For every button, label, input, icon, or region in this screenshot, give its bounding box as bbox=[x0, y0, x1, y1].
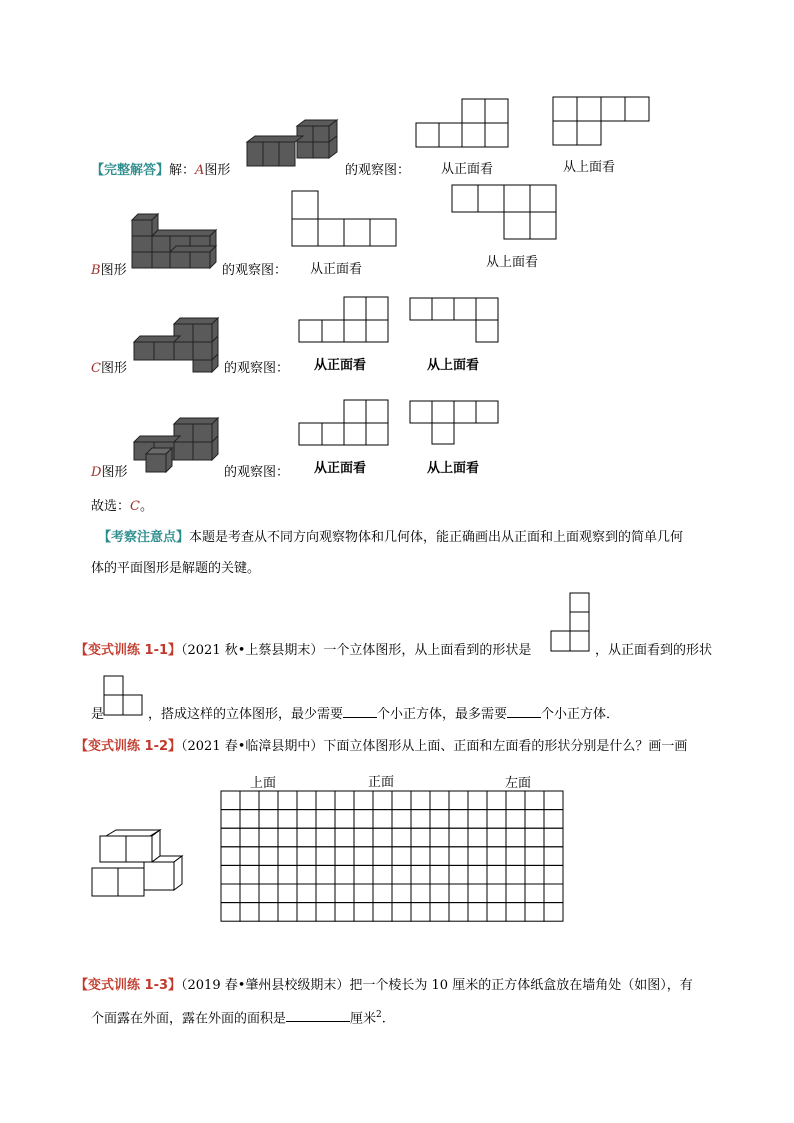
note-line-1 bbox=[98, 531, 683, 544]
grid-cell[interactable] bbox=[335, 865, 354, 884]
grid-cell[interactable] bbox=[259, 828, 278, 847]
answer-intro: 解： bbox=[169, 163, 196, 178]
grid-cell[interactable] bbox=[392, 810, 411, 829]
grid-cell[interactable] bbox=[487, 791, 506, 810]
grid-cell[interactable] bbox=[221, 903, 240, 922]
choice-prefix: 故选： bbox=[91, 499, 131, 514]
grid-cell[interactable] bbox=[354, 828, 373, 847]
figure-d-front-view bbox=[298, 399, 390, 447]
grid-cell[interactable] bbox=[221, 810, 240, 829]
grid-cell[interactable] bbox=[335, 810, 354, 829]
grid-cell[interactable] bbox=[487, 903, 506, 922]
grid-cell[interactable] bbox=[297, 810, 316, 829]
grid-cell[interactable] bbox=[297, 884, 316, 903]
grid-cell[interactable] bbox=[373, 791, 392, 810]
grid-cell[interactable] bbox=[335, 903, 354, 922]
grid-cell[interactable] bbox=[373, 810, 392, 829]
figure-c-front-view bbox=[298, 296, 390, 344]
ex2-drawing-grid[interactable] bbox=[220, 790, 566, 922]
grid-cell[interactable] bbox=[316, 828, 335, 847]
ex1-text-b: ，从正面看到的形状 bbox=[595, 643, 713, 658]
grid-cell[interactable] bbox=[449, 847, 468, 866]
ex1-line-1 bbox=[75, 644, 531, 657]
grid-cell[interactable] bbox=[525, 810, 544, 829]
grid-cell[interactable] bbox=[316, 810, 335, 829]
figure-b-solid bbox=[128, 212, 220, 270]
grid-cell[interactable] bbox=[430, 903, 449, 922]
choice-value: C bbox=[130, 499, 140, 514]
figure-a-solid bbox=[245, 118, 340, 170]
grid-cell[interactable] bbox=[468, 791, 487, 810]
grid-cell[interactable] bbox=[506, 884, 525, 903]
figure-d-name: D bbox=[91, 465, 102, 480]
grid-cell[interactable] bbox=[430, 810, 449, 829]
answer-heading-line bbox=[91, 164, 230, 177]
figure-d-top-label: 从上面看 bbox=[427, 461, 480, 476]
ex1-source: （2021 秋•上蔡县期末） bbox=[181, 643, 324, 658]
figure-a-front-label: 从正面看 bbox=[441, 162, 494, 177]
grid-cell[interactable] bbox=[240, 903, 259, 922]
figure-d-caption: 的观察图： bbox=[224, 465, 290, 480]
grid-cell[interactable] bbox=[354, 810, 373, 829]
grid-cell[interactable] bbox=[297, 903, 316, 922]
grid-cell[interactable] bbox=[278, 810, 297, 829]
figure-a-caption: 的观察图： bbox=[345, 163, 411, 178]
grid-cell[interactable] bbox=[240, 847, 259, 866]
figure-c-top-view bbox=[409, 297, 499, 345]
figure-b-caption: 的观察图： bbox=[222, 263, 288, 278]
grid-cell[interactable] bbox=[240, 865, 259, 884]
grid-cell[interactable] bbox=[278, 903, 297, 922]
grid-cell[interactable] bbox=[544, 828, 563, 847]
grid-cell[interactable] bbox=[449, 884, 468, 903]
grid-cell[interactable] bbox=[240, 828, 259, 847]
figure-b-name: B bbox=[91, 263, 101, 278]
grid-cell[interactable] bbox=[278, 828, 297, 847]
grid-cell[interactable] bbox=[335, 847, 354, 866]
ex1-text-d: ，搭成这样的立体图形，最少需要 bbox=[148, 707, 344, 722]
ex2-cube-solid bbox=[90, 828, 186, 900]
grid-cell[interactable] bbox=[335, 791, 354, 810]
grid-cell[interactable] bbox=[240, 884, 259, 903]
figure-c-name: C bbox=[91, 361, 101, 376]
choice-suffix: 。 bbox=[139, 499, 153, 514]
grid-cell[interactable] bbox=[373, 865, 392, 884]
grid-cell[interactable] bbox=[373, 847, 392, 866]
note-text-1: 本题是考查从不同方向观察物体和几何体，能正确画出从正面和上面观察到的简单几何 bbox=[189, 530, 684, 545]
ex2-source: （2021 春•临漳县期中） bbox=[181, 739, 324, 754]
grid-cell[interactable] bbox=[468, 847, 487, 866]
figure-a-name: A bbox=[195, 163, 205, 178]
ex1-text-a: 一个立体图形，从上面看到的形状是 bbox=[323, 643, 532, 658]
grid-cell[interactable] bbox=[392, 865, 411, 884]
ex3-line-2 bbox=[91, 1011, 386, 1025]
figure-a-front-view bbox=[415, 98, 510, 148]
grid-label-left: 左面 bbox=[505, 776, 532, 791]
grid-cell[interactable] bbox=[506, 828, 525, 847]
grid-cell[interactable] bbox=[468, 903, 487, 922]
grid-cell[interactable] bbox=[392, 884, 411, 903]
grid-cell[interactable] bbox=[525, 884, 544, 903]
grid-cell[interactable] bbox=[411, 810, 430, 829]
ex3-unit-sup: 2 bbox=[376, 1010, 382, 1020]
ex3-end: . bbox=[381, 1011, 386, 1027]
grid-cell[interactable] bbox=[544, 903, 563, 922]
figure-c-caption: 的观察图： bbox=[224, 361, 290, 376]
ex3-unit: 厘米 bbox=[350, 1011, 377, 1027]
grid-cell[interactable] bbox=[525, 791, 544, 810]
note-text-2: 体的平面图形是解题的关键。 bbox=[91, 561, 261, 576]
grid-cell[interactable] bbox=[221, 884, 240, 903]
figure-d-suffix: 图形 bbox=[101, 465, 128, 480]
grid-cell[interactable] bbox=[544, 847, 563, 866]
grid-cell[interactable] bbox=[506, 903, 525, 922]
grid-cell[interactable] bbox=[297, 847, 316, 866]
grid-cell[interactable] bbox=[297, 865, 316, 884]
grid-cell[interactable] bbox=[468, 810, 487, 829]
figure-b-suffix: 图形 bbox=[100, 263, 127, 278]
grid-cell[interactable] bbox=[278, 884, 297, 903]
grid-cell[interactable] bbox=[392, 791, 411, 810]
grid-cell[interactable] bbox=[487, 810, 506, 829]
grid-cell[interactable] bbox=[487, 847, 506, 866]
ex1-min-blank[interactable] bbox=[343, 717, 377, 718]
grid-cell[interactable] bbox=[544, 810, 563, 829]
grid-cell[interactable] bbox=[354, 847, 373, 866]
grid-label-front: 正面 bbox=[368, 775, 395, 790]
grid-cell[interactable] bbox=[411, 791, 430, 810]
grid-cell[interactable] bbox=[468, 865, 487, 884]
ex3-text-b: 个面露在外面，露在外面的面积是 bbox=[91, 1011, 287, 1027]
grid-cell[interactable] bbox=[487, 865, 506, 884]
grid-cell[interactable] bbox=[411, 828, 430, 847]
grid-cell[interactable] bbox=[449, 791, 468, 810]
ex1-text-e: 个小正方体，最多需要 bbox=[377, 707, 508, 722]
grid-cell[interactable] bbox=[221, 791, 240, 810]
grid-cell[interactable] bbox=[430, 884, 449, 903]
grid-cell[interactable] bbox=[411, 903, 430, 922]
ex1-front-view-shape bbox=[103, 675, 145, 717]
grid-cell[interactable] bbox=[449, 903, 468, 922]
grid-cell[interactable] bbox=[411, 865, 430, 884]
ex1-max-blank[interactable] bbox=[507, 717, 541, 718]
figure-c-solid bbox=[130, 316, 222, 374]
answer-choice-line bbox=[91, 500, 153, 513]
grid-cell[interactable] bbox=[259, 865, 278, 884]
figure-a-top-label: 从上面看 bbox=[563, 160, 616, 175]
grid-cell[interactable] bbox=[335, 884, 354, 903]
answer-tag: 【完整解答】 bbox=[91, 163, 170, 178]
grid-cell[interactable] bbox=[392, 847, 411, 866]
ex3-area-blank[interactable] bbox=[286, 1021, 350, 1022]
grid-cell[interactable] bbox=[525, 847, 544, 866]
grid-cell[interactable] bbox=[430, 828, 449, 847]
grid-cell[interactable] bbox=[506, 865, 525, 884]
figure-c-title bbox=[91, 362, 127, 375]
grid-cell[interactable] bbox=[430, 791, 449, 810]
grid-cell[interactable] bbox=[468, 828, 487, 847]
grid-cell[interactable] bbox=[525, 828, 544, 847]
grid-cell[interactable] bbox=[259, 810, 278, 829]
grid-cell[interactable] bbox=[240, 810, 259, 829]
figure-d-front-label: 从正面看 bbox=[314, 461, 367, 476]
grid-cell[interactable] bbox=[525, 865, 544, 884]
grid-cell[interactable] bbox=[221, 865, 240, 884]
grid-cell[interactable] bbox=[354, 865, 373, 884]
ex2-text: 下面立体图形从上面、正面和左面看的形状分别是什么？画一画 bbox=[323, 739, 688, 754]
grid-cell[interactable] bbox=[544, 791, 563, 810]
grid-cell[interactable] bbox=[449, 865, 468, 884]
grid-cell[interactable] bbox=[373, 828, 392, 847]
grid-cell[interactable] bbox=[297, 828, 316, 847]
figure-b-title bbox=[91, 264, 127, 277]
grid-cell[interactable] bbox=[278, 865, 297, 884]
grid-cell[interactable] bbox=[316, 884, 335, 903]
figure-c-top-label: 从上面看 bbox=[427, 358, 480, 373]
ex3-line-1 bbox=[75, 979, 693, 992]
ex1-text-f: 个小正方体． bbox=[541, 707, 620, 722]
grid-cell[interactable] bbox=[278, 847, 297, 866]
ex3-text-a: 把一个棱长为 10 厘米的正方体纸盒放在墙角处（如图），有 bbox=[349, 978, 693, 993]
grid-cell[interactable] bbox=[259, 884, 278, 903]
ex1-tag: 【变式训练 1-1】 bbox=[75, 643, 182, 658]
grid-cell[interactable] bbox=[316, 903, 335, 922]
grid-cell[interactable] bbox=[354, 884, 373, 903]
grid-cell[interactable] bbox=[316, 865, 335, 884]
grid-cell[interactable] bbox=[259, 847, 278, 866]
grid-cell[interactable] bbox=[354, 903, 373, 922]
grid-cell[interactable] bbox=[411, 847, 430, 866]
grid-cell[interactable] bbox=[259, 903, 278, 922]
figure-a-suffix: 图形 bbox=[204, 163, 231, 178]
grid-cell[interactable] bbox=[373, 903, 392, 922]
grid-cell[interactable] bbox=[354, 791, 373, 810]
ex2-tag: 【变式训练 1-2】 bbox=[75, 739, 182, 754]
ex2-line bbox=[75, 740, 687, 753]
grid-cell[interactable] bbox=[449, 810, 468, 829]
grid-cell[interactable] bbox=[373, 884, 392, 903]
grid-cell[interactable] bbox=[544, 884, 563, 903]
grid-cell[interactable] bbox=[297, 791, 316, 810]
grid-cell[interactable] bbox=[468, 884, 487, 903]
grid-cell[interactable] bbox=[449, 828, 468, 847]
grid-cell[interactable] bbox=[525, 903, 544, 922]
grid-cell[interactable] bbox=[392, 828, 411, 847]
figure-c-front-label: 从正面看 bbox=[314, 358, 367, 373]
figure-b-front-label: 从正面看 bbox=[310, 262, 363, 277]
ex3-source: （2019 春•肇州县校级期末） bbox=[181, 978, 350, 993]
grid-cell[interactable] bbox=[316, 791, 335, 810]
figure-b-front-view bbox=[291, 190, 397, 248]
grid-cell[interactable] bbox=[392, 903, 411, 922]
figure-d-solid bbox=[130, 416, 222, 474]
note-tag: 【考察注意点】 bbox=[98, 530, 190, 545]
grid-cell[interactable] bbox=[487, 828, 506, 847]
grid-cell[interactable] bbox=[487, 884, 506, 903]
grid-cell[interactable] bbox=[430, 847, 449, 866]
grid-cell[interactable] bbox=[544, 865, 563, 884]
grid-cell[interactable] bbox=[316, 847, 335, 866]
figure-d-title bbox=[91, 466, 127, 479]
grid-cell[interactable] bbox=[278, 791, 297, 810]
figure-b-top-label: 从上面看 bbox=[486, 255, 539, 270]
ex1-line-2 bbox=[148, 708, 619, 721]
grid-cell[interactable] bbox=[240, 791, 259, 810]
grid-cell[interactable] bbox=[221, 828, 240, 847]
grid-cell[interactable] bbox=[506, 810, 525, 829]
grid-cell[interactable] bbox=[430, 865, 449, 884]
grid-label-top: 上面 bbox=[250, 776, 277, 791]
grid-cell[interactable] bbox=[411, 884, 430, 903]
ex1-top-view-shape bbox=[550, 592, 592, 654]
ex3-tag: 【变式训练 1-3】 bbox=[75, 978, 182, 993]
grid-cell[interactable] bbox=[506, 791, 525, 810]
grid-cell[interactable] bbox=[221, 847, 240, 866]
figure-d-top-view bbox=[409, 400, 499, 446]
grid-cell[interactable] bbox=[506, 847, 525, 866]
figure-c-suffix: 图形 bbox=[100, 361, 127, 376]
ex1-text-c: 是 bbox=[91, 707, 105, 722]
figure-a-top-view bbox=[552, 96, 652, 146]
figure-b-top-view bbox=[451, 184, 559, 241]
grid-cell[interactable] bbox=[259, 791, 278, 810]
grid-cell[interactable] bbox=[335, 828, 354, 847]
